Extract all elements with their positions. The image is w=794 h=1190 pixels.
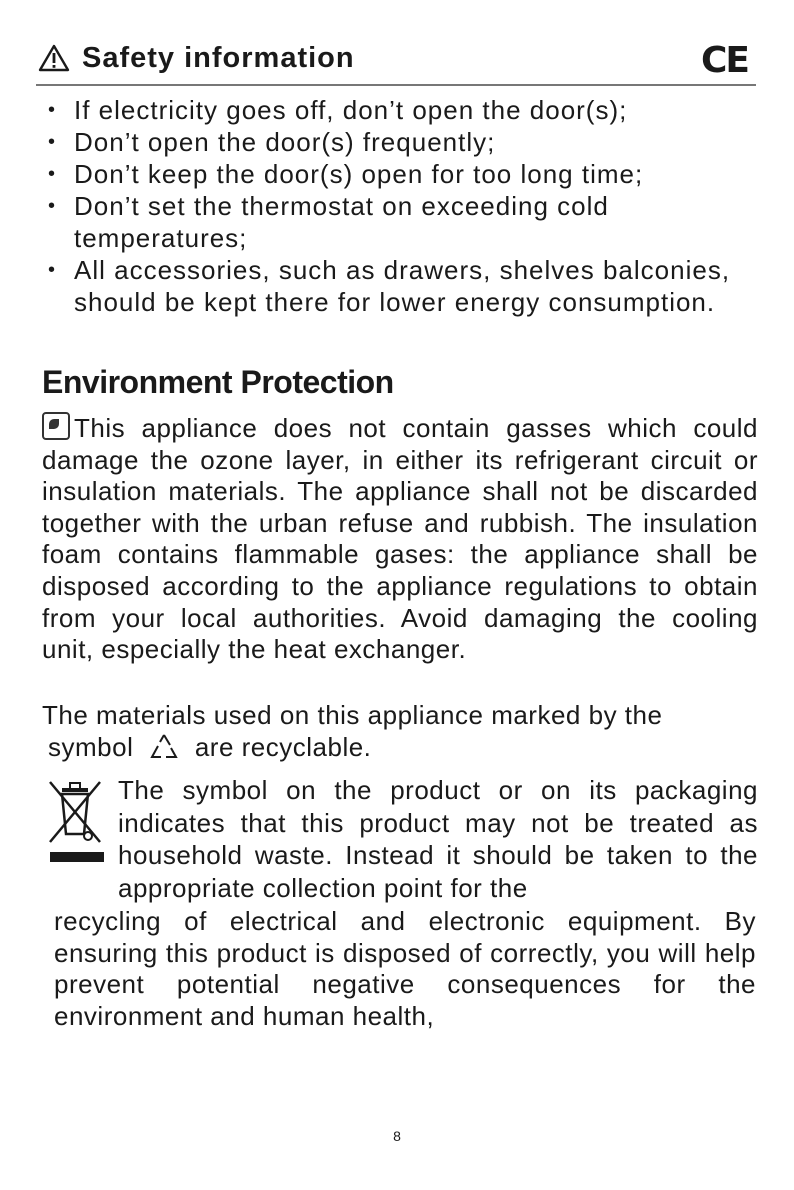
- recycle-icon: [149, 732, 179, 762]
- environment-title: Environment Protection: [42, 364, 394, 400]
- recycle-line-2: [42, 732, 758, 764]
- safety-bullet: • Don’t set the thermostat on exceeding cold temperatures;: [44, 190, 764, 254]
- safety-bullet: • If electricity goes off, don’t open the door(s);: [44, 94, 764, 126]
- crossed-bin-icon: [48, 778, 104, 866]
- recycle-statement: [42, 700, 758, 763]
- recycle-suffix: are recyclable.: [194, 731, 372, 762]
- environment-text: This appliance does not contain gasses which could damage the ozone layer, in either its refrigerant circuit or insulation materials. The appliance shall not be discarded together with the urban refuse and rubbish. The insulation foam contains flammable gases: the appliance shall be disposed according to the appliance regulations to obtain from your local authorities. Avoid damaging the cooling unit, especially the heat exchanger.: [42, 413, 758, 665]
- safety-bullet-list: [44, 94, 764, 318]
- safety-title: Safety information: [82, 42, 355, 74]
- ce-mark: CE: [700, 40, 748, 81]
- warning-triangle-icon: [38, 44, 70, 72]
- leaf-icon: [42, 412, 70, 440]
- weee-text: The symbol on the product or on its packaging indicates that this product may not be treated as household waste. Instead it should be taken to the appropriate collection point for the: [118, 775, 758, 903]
- weee-continued-text: recycling of electrical and electronic equipment. By ensuring this product is disposed of correctly, you will help prevent potential negative consequences for the environment and human health,: [54, 906, 756, 1031]
- safety-bullet: • Don’t open the door(s) frequently;: [44, 126, 764, 158]
- safety-header: [36, 40, 756, 86]
- recycle-line-1: The materials used on this appliance marked by the: [42, 700, 663, 730]
- environment-paragraph: [42, 412, 758, 666]
- safety-bullet: • All accessories, such as drawers, shelves balconies, should be kept there for lower energy consumption.: [44, 254, 764, 318]
- page-number: 8: [393, 1128, 401, 1144]
- recycle-prefix: symbol: [48, 731, 134, 762]
- safety-bullet: • Don’t keep the door(s) open for too long time;: [44, 158, 764, 190]
